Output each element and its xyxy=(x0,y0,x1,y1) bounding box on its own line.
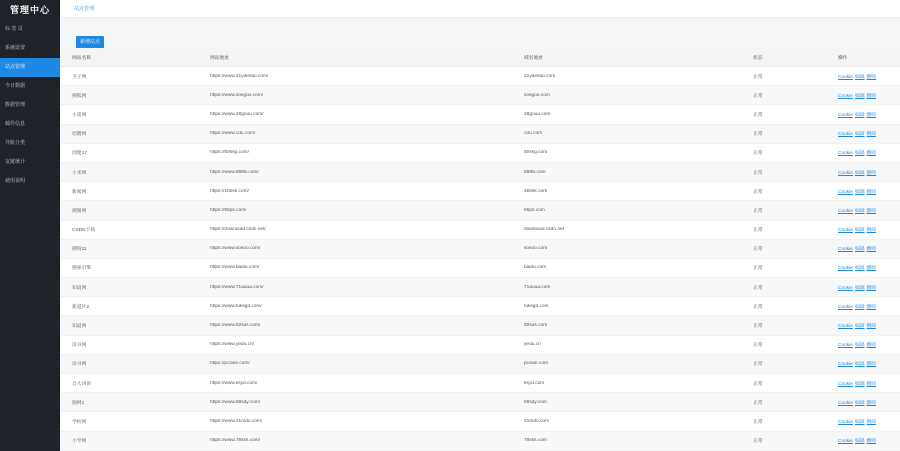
delete-link[interactable]: 删除 xyxy=(866,419,877,425)
site-name: 读书网 xyxy=(72,343,87,349)
sidebar-item[interactable]: 今日数据 xyxy=(5,83,26,89)
delete-link[interactable]: 删除 xyxy=(866,93,877,99)
cookie-link[interactable]: Cookie xyxy=(838,132,853,138)
delete-link[interactable]: 删除 xyxy=(866,266,877,272)
delete-link[interactable]: 删除 xyxy=(866,304,877,310)
row-actions xyxy=(838,169,900,176)
row-actions xyxy=(838,92,900,99)
delete-link[interactable]: 删除 xyxy=(866,189,877,195)
site-domain: baidu.com xyxy=(524,265,547,271)
row-actions xyxy=(838,437,900,444)
site-name: 新道区2 xyxy=(72,304,90,310)
delete-link[interactable]: 删除 xyxy=(866,362,877,368)
site-domain: 50ssg.com xyxy=(524,150,548,156)
site-domain: 21yaesao.com xyxy=(524,73,556,79)
cookie-link[interactable]: Cookie xyxy=(838,439,853,445)
site-url: https://www.21mdo.com/ xyxy=(210,418,263,424)
site-url: https://www.92sus.com/ xyxy=(210,323,261,329)
edit-link[interactable]: 编辑 xyxy=(854,400,865,406)
col-name-header: 网站名称 xyxy=(72,55,92,61)
site-url: https://www.888lv.com/ xyxy=(210,169,259,175)
cookie-link[interactable]: Cookie xyxy=(838,381,853,387)
row-actions xyxy=(838,399,900,406)
sites-table xyxy=(60,48,900,451)
site-url: https://www.88sdy.com/ xyxy=(210,399,261,405)
site-domain: 28gouu.com xyxy=(524,111,551,117)
site-name: 搜图网 xyxy=(72,208,87,214)
table-row xyxy=(60,67,900,86)
site-name: 新闻网 xyxy=(72,189,87,195)
site-domain: 66ps.com xyxy=(524,207,545,213)
site-name: 小米网 xyxy=(72,170,87,176)
table-row xyxy=(60,163,900,182)
site-status: 正常 xyxy=(753,285,763,291)
row-actions xyxy=(838,380,900,387)
site-url: https://download.csdn.net/ xyxy=(210,227,266,233)
site-url: https://www.78sss.com/ xyxy=(210,438,261,444)
row-actions xyxy=(838,360,900,367)
site-status: 正常 xyxy=(753,93,763,99)
site-domain: download.csdn.net xyxy=(524,227,565,233)
site-url: https://66ps.com/ xyxy=(210,207,247,213)
site-url: https://50ssg.com/ xyxy=(210,150,249,156)
row-actions xyxy=(838,264,900,271)
site-status: 正常 xyxy=(753,324,763,330)
row-actions xyxy=(838,226,900,233)
site-url: https://www.sosgoo.com/ xyxy=(210,92,264,98)
edit-link[interactable]: 编辑 xyxy=(854,189,865,195)
site-status: 正常 xyxy=(753,112,763,118)
sidebar-item[interactable]: 标 签 页 xyxy=(5,26,23,32)
cookie-link[interactable]: Cookie xyxy=(838,400,853,406)
edit-link[interactable]: 编辑 xyxy=(854,247,865,253)
cookie-link[interactable]: Cookie xyxy=(838,362,853,368)
col-url-header: 网站地址 xyxy=(210,55,230,61)
edit-link[interactable]: 编辑 xyxy=(854,266,865,272)
site-name: CSDN下载 xyxy=(72,228,96,234)
edit-link[interactable]: 编辑 xyxy=(854,112,865,118)
table-row xyxy=(60,125,900,144)
row-actions xyxy=(838,418,900,425)
add-site-button[interactable]: 新增站点 xyxy=(76,36,104,49)
edit-link[interactable]: 编辑 xyxy=(854,285,865,291)
site-status: 正常 xyxy=(753,189,763,195)
edit-link[interactable]: 编辑 xyxy=(854,304,865,310)
edit-link[interactable]: 编辑 xyxy=(854,343,865,349)
site-name: 招聘网 xyxy=(72,132,87,138)
cookie-link[interactable]: Cookie xyxy=(838,304,853,310)
sidebar xyxy=(0,0,60,451)
row-actions xyxy=(838,284,900,291)
delete-link[interactable]: 删除 xyxy=(866,439,877,445)
site-url: https://www.ksyd.com/ xyxy=(210,380,258,386)
site-status: 正常 xyxy=(753,208,763,214)
col-action-header: 操作 xyxy=(838,55,848,61)
site-name: 学校网 xyxy=(72,419,87,425)
site-domain: 888lv.com xyxy=(524,169,546,175)
site-name: 自大讲讲 xyxy=(72,381,92,387)
cookie-link[interactable]: Cookie xyxy=(838,93,853,99)
site-domain: sosgoo.com xyxy=(524,92,550,98)
cookie-link[interactable]: Cookie xyxy=(838,112,853,118)
edit-link[interactable]: 编辑 xyxy=(854,208,865,214)
site-domain: ksyd.com xyxy=(524,380,545,386)
cookie-link[interactable]: Cookie xyxy=(838,151,853,157)
col-status-header: 状态 xyxy=(753,55,763,61)
site-status: 正常 xyxy=(753,362,763,368)
site-domain: fuksgd.com xyxy=(524,303,549,309)
edit-link[interactable]: 编辑 xyxy=(854,151,865,157)
table-row xyxy=(60,432,900,451)
site-url: https://www.yedu.cn/ xyxy=(210,342,254,348)
delete-link[interactable]: 删除 xyxy=(866,132,877,138)
row-actions xyxy=(838,322,900,329)
app-title: 管理中心 xyxy=(9,5,50,15)
site-domain: yedu.cn xyxy=(524,342,541,348)
site-name: 小学网 xyxy=(72,439,87,445)
table-row xyxy=(60,144,900,163)
table-row xyxy=(60,412,900,431)
row-actions xyxy=(838,207,900,214)
site-domain: sosoo.com xyxy=(524,246,548,252)
edit-link[interactable]: 编辑 xyxy=(854,381,865,387)
sidebar-item[interactable]: 导航分类 xyxy=(5,140,26,146)
row-actions xyxy=(838,341,900,348)
sidebar-item[interactable]: 邮件信息 xyxy=(5,121,26,127)
table-body xyxy=(60,67,900,451)
site-domain: 4bbsk.com xyxy=(524,188,548,194)
table-row xyxy=(60,278,900,297)
edit-link[interactable]: 编辑 xyxy=(854,74,865,80)
sidebar-item[interactable]: 站点管理 xyxy=(0,58,60,77)
delete-link[interactable]: 删除 xyxy=(866,112,877,118)
site-name: 搜狐网 xyxy=(72,93,87,99)
site-name: 创建17 xyxy=(72,151,87,157)
site-url: https://www.fuksgd.com/ xyxy=(210,303,262,309)
sidebar-item[interactable]: 友链统计 xyxy=(5,159,26,165)
cookie-link[interactable]: Cookie xyxy=(838,208,853,214)
cookie-link[interactable]: Cookie xyxy=(838,74,853,80)
table-row xyxy=(60,240,900,259)
sidebar-item[interactable]: 系统设置 xyxy=(5,45,26,51)
site-url: https://1bbsk.com/ xyxy=(210,188,249,194)
sidebar-item[interactable]: 使用说明 xyxy=(5,178,26,184)
row-actions xyxy=(838,149,900,156)
edit-link[interactable]: 编辑 xyxy=(854,170,865,176)
breadcrumb xyxy=(60,0,900,18)
row-actions xyxy=(838,188,900,195)
table-row xyxy=(60,86,900,105)
sidebar-item[interactable]: 数据管理 xyxy=(5,102,26,108)
delete-link[interactable]: 删除 xyxy=(866,228,877,234)
site-url: https://www.28gouu.com/ xyxy=(210,111,264,117)
site-status: 正常 xyxy=(753,228,763,234)
site-name: 搜狗11 xyxy=(72,247,87,253)
site-domain: 92sus.com xyxy=(524,323,548,329)
site-name: 图网1 xyxy=(72,400,85,406)
site-status: 正常 xyxy=(753,381,763,387)
col-domain-header: 域名地址 xyxy=(524,55,544,61)
site-status: 正常 xyxy=(753,132,763,138)
site-name: 小雷网 xyxy=(72,112,87,118)
table-row xyxy=(60,336,900,355)
row-actions xyxy=(838,73,900,80)
row-actions xyxy=(838,130,900,137)
sidebar-menu xyxy=(0,20,60,191)
main-content xyxy=(60,0,900,451)
delete-link[interactable]: 删除 xyxy=(866,381,877,387)
site-status: 正常 xyxy=(753,343,763,349)
toolbar xyxy=(60,18,900,48)
site-url: https://pcswe.com/ xyxy=(210,361,250,367)
row-actions xyxy=(838,111,900,118)
delete-link[interactable]: 删除 xyxy=(866,151,877,157)
edit-link[interactable]: 编辑 xyxy=(854,132,865,138)
delete-link[interactable]: 删除 xyxy=(866,324,877,330)
site-url: https://www.sosoo.com/ xyxy=(210,246,261,252)
site-domain: 78sss.com xyxy=(524,438,547,444)
edit-link[interactable]: 编辑 xyxy=(854,439,865,445)
site-status: 正常 xyxy=(753,439,763,445)
delete-link[interactable]: 删除 xyxy=(866,400,877,406)
site-name: 知道网 xyxy=(72,285,87,291)
delete-link[interactable]: 删除 xyxy=(866,247,877,253)
table-row xyxy=(60,221,900,240)
cookie-link[interactable]: Cookie xyxy=(838,170,853,176)
table-row xyxy=(60,182,900,201)
site-name: 搜索引擎 xyxy=(72,266,92,272)
delete-link[interactable]: 删除 xyxy=(866,208,877,214)
edit-link[interactable]: 编辑 xyxy=(854,324,865,330)
site-domain: cdu.com xyxy=(524,131,543,137)
delete-link[interactable]: 删除 xyxy=(866,343,877,349)
site-url: https://www.cdu.com/ xyxy=(210,131,256,137)
site-status: 正常 xyxy=(753,304,763,310)
edit-link[interactable]: 编辑 xyxy=(854,362,865,368)
edit-link[interactable]: 编辑 xyxy=(854,228,865,234)
site-domain: pcswe.com xyxy=(524,361,548,367)
site-name: 读书网 xyxy=(72,362,87,368)
table-row xyxy=(60,259,900,278)
cookie-link[interactable]: Cookie xyxy=(838,266,853,272)
site-status: 正常 xyxy=(753,170,763,176)
cookie-link[interactable]: Cookie xyxy=(838,247,853,253)
table-header xyxy=(60,48,900,67)
site-domain: 71auua.com xyxy=(524,284,551,290)
row-actions xyxy=(838,245,900,252)
site-url: https://www.21yaesao.com/ xyxy=(210,73,269,79)
cookie-link[interactable]: Cookie xyxy=(838,189,853,195)
edit-link[interactable]: 编辑 xyxy=(854,419,865,425)
cookie-link[interactable]: Cookie xyxy=(838,285,853,291)
delete-link[interactable]: 删除 xyxy=(866,170,877,176)
cookie-link[interactable]: Cookie xyxy=(838,343,853,349)
cookie-link[interactable]: Cookie xyxy=(838,419,853,425)
delete-link[interactable]: 删除 xyxy=(866,74,877,80)
table-row xyxy=(60,374,900,393)
table-row xyxy=(60,355,900,374)
table-row xyxy=(60,297,900,316)
site-status: 正常 xyxy=(753,151,763,157)
table-row xyxy=(60,201,900,220)
site-domain: 21mdo.com xyxy=(524,418,550,424)
site-url: https://www.baidu.com/ xyxy=(210,265,260,271)
site-name: 卫子网 xyxy=(72,74,87,80)
site-url: https://www.71auua.com/ xyxy=(210,284,264,290)
site-domain: 88sdy.com xyxy=(524,399,547,405)
cookie-link[interactable]: Cookie xyxy=(838,228,853,234)
site-status: 正常 xyxy=(753,419,763,425)
delete-link[interactable]: 删除 xyxy=(866,285,877,291)
edit-link[interactable]: 编辑 xyxy=(854,93,865,99)
table-row xyxy=(60,316,900,335)
table-row xyxy=(60,393,900,412)
site-status: 正常 xyxy=(753,266,763,272)
cookie-link[interactable]: Cookie xyxy=(838,324,853,330)
site-name: 知道网 xyxy=(72,324,87,330)
site-status: 正常 xyxy=(753,247,763,253)
table-row xyxy=(60,105,900,124)
site-status: 正常 xyxy=(753,74,763,80)
site-status: 正常 xyxy=(753,400,763,406)
breadcrumb-link[interactable]: 站点管理 xyxy=(74,6,95,12)
row-actions xyxy=(838,303,900,310)
